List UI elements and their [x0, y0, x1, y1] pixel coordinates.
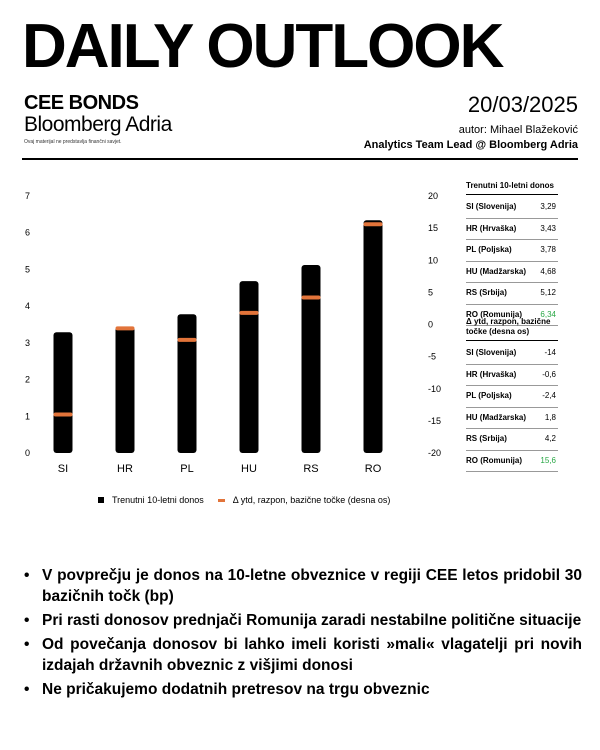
y-left-tick-label: 7	[24, 191, 30, 201]
bond-yield-chart	[0, 180, 460, 480]
y-right-tick-label: 10	[428, 255, 439, 266]
chart-legend	[98, 495, 390, 505]
y-left-tick-label: 4	[24, 301, 30, 312]
ytd-marker	[54, 412, 73, 416]
table-row	[466, 451, 558, 473]
bar	[54, 332, 73, 453]
legend-marker-label: Δ ytd, razpon, bazične točke (desna os)	[232, 495, 391, 505]
ytd-marker	[302, 296, 321, 300]
y-left-tick-label: 5	[24, 264, 30, 275]
table-row	[466, 365, 558, 387]
y-left-tick-label: 6	[24, 227, 30, 238]
row-value: -2,4	[542, 391, 556, 400]
author-role: Analytics Team Lead @ Bloomberg Adria	[363, 139, 578, 151]
y-right-tick-label: 20	[428, 191, 439, 201]
ytd-marker	[364, 222, 383, 226]
yield-table	[466, 181, 558, 326]
report-date: 20/03/2025	[467, 92, 578, 117]
table-row	[466, 343, 558, 365]
ytd-marker	[240, 311, 259, 315]
table-row	[466, 386, 558, 408]
row-label: RO (Romunija)	[466, 455, 522, 465]
key-points	[22, 565, 582, 703]
legend-bar-swatch	[98, 497, 104, 503]
table-row	[466, 197, 558, 219]
row-label: HR (Hrvaška)	[466, 223, 517, 233]
x-tick-label: RO	[364, 463, 382, 475]
x-tick-label: HU	[241, 463, 257, 475]
ytd-marker	[178, 338, 197, 342]
row-label: PL (Poljska)	[466, 245, 512, 254]
row-value: 15,6	[540, 455, 556, 465]
key-point: • Pri rasti donosov prednjači Romunija zaradi nestabilne politične situacije	[22, 610, 582, 631]
y-right-tick-label: -20	[428, 448, 442, 458]
y-left-tick-label: 1	[24, 411, 30, 422]
row-value: 5,12	[540, 288, 556, 297]
row-label: PL (Poljska)	[466, 391, 512, 400]
key-point: • Od povečanja donosov bi lahko imeli koristi »mali« vlagatelji pri novih izdajah državnih obveznic z višjimi donosi	[22, 634, 582, 676]
row-value: 1,8	[544, 412, 556, 422]
table-row	[466, 429, 558, 451]
x-tick-label: SI	[57, 463, 69, 475]
table-row	[466, 240, 558, 262]
row-label: SI (Slovenija)	[466, 348, 517, 357]
legend-bar-label: Trenutni 10-letni donos	[112, 495, 204, 505]
row-label: HR (Hrvaška)	[466, 369, 517, 379]
row-value: 3,29	[540, 202, 556, 211]
row-label: RS (Srbija)	[466, 288, 507, 297]
row-label: RO (Romunija)	[466, 309, 522, 319]
row-value: 3,78	[540, 245, 556, 254]
row-label: HU (Madžarska)	[466, 412, 527, 422]
table-row	[466, 219, 558, 241]
bar	[178, 314, 197, 453]
y-right-tick-label: -5	[428, 351, 437, 362]
row-value: 4,2	[544, 434, 556, 443]
bar	[302, 265, 321, 453]
row-value: 3,43	[540, 223, 556, 233]
y-right-tick-label: 0	[428, 319, 434, 330]
table-row	[466, 408, 558, 430]
bar	[364, 220, 383, 453]
legend-marker-swatch	[218, 499, 225, 502]
row-value: 6,34	[540, 309, 556, 319]
author: autor: Mihael Blažeković	[458, 124, 578, 136]
y-right-tick-label: -15	[428, 415, 442, 426]
key-point: • V povprečju je donos na 10-letne obveznice v regiji CEE letos pridobil 30 bazičnih točk (bp)	[22, 565, 582, 607]
ytd-marker	[116, 326, 135, 330]
y-left-tick-label: 0	[24, 448, 30, 458]
bar	[116, 327, 135, 453]
ytd-table-header: Δ ytd, razpon, bazične točke (desna os)	[466, 317, 558, 341]
x-tick-label: RS	[303, 463, 319, 475]
x-tick-label: HR	[117, 463, 133, 475]
row-value: -0,6	[542, 369, 556, 379]
ytd-table	[466, 317, 558, 472]
table-row	[466, 262, 558, 284]
disclaimer: Ovaj materijal ne predstavlja finančni savjet.	[24, 139, 122, 145]
y-right-tick-label: -10	[428, 383, 442, 394]
row-label: HU (Madžarska)	[466, 266, 527, 276]
bar	[240, 281, 259, 453]
page-title: DAILY OUTLOOK	[22, 12, 503, 81]
brand-name: Bloomberg Adria	[24, 113, 172, 136]
row-label: SI (Slovenija)	[466, 202, 517, 211]
y-right-tick-label: 5	[428, 287, 434, 298]
key-point: • Ne pričakujemo dodatnih pretresov na trgu obveznic	[22, 679, 582, 700]
row-value: 4,68	[540, 266, 556, 276]
y-left-tick-label: 2	[24, 374, 30, 385]
y-left-tick-label: 3	[24, 337, 30, 348]
x-tick-label: PL	[180, 463, 194, 475]
yield-table-header: Trenutni 10-letni donos	[466, 181, 558, 195]
y-right-tick-label: 15	[428, 223, 439, 234]
header-divider	[22, 158, 578, 160]
row-label: RS (Srbija)	[466, 434, 507, 443]
table-row	[466, 283, 558, 305]
row-value: -14	[544, 348, 556, 357]
report-subtitle: CEE BONDS	[24, 92, 139, 114]
